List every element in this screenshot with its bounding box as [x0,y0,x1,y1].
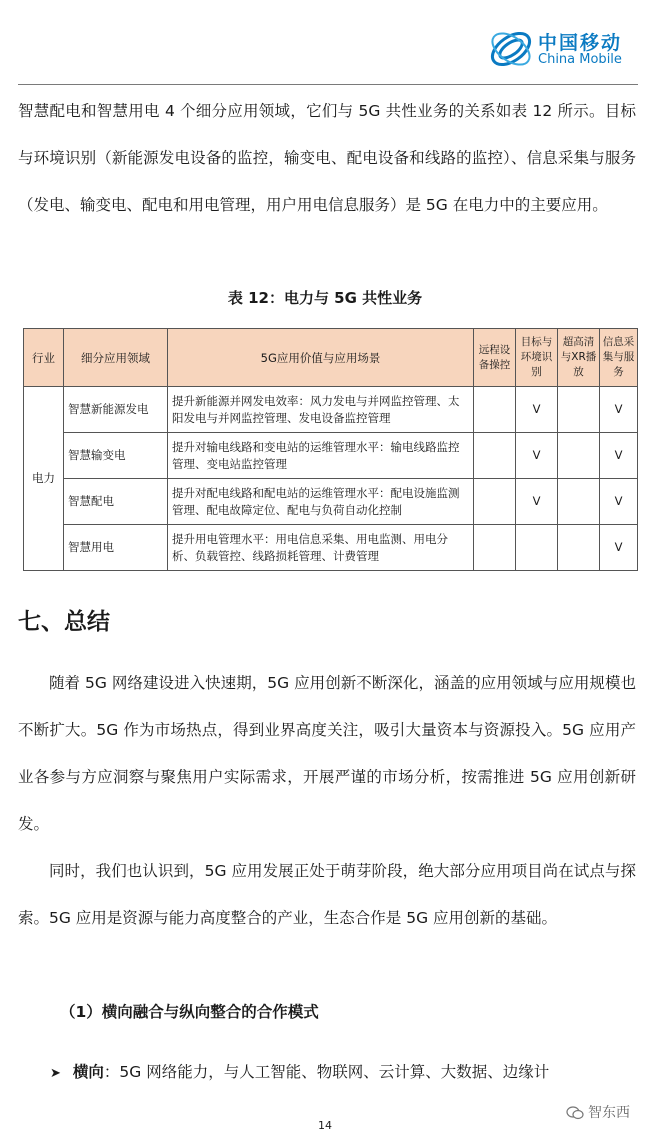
china-mobile-swirl-icon [488,26,534,72]
info-cell: V [600,387,638,433]
value-cell: 提升新能源并网发电效率：风力发电与并网监控管理、太阳发电与并网监控管理、发电设备监控管理 [168,387,474,433]
target-cell: V [516,387,558,433]
xr-cell [558,525,600,571]
table-row [24,387,638,433]
col-header-industry: 行业 [24,329,64,387]
arrow-bullet-icon: ➤ [50,1066,61,1081]
col-header-xr: 超高清与XR播放 [558,329,600,387]
section-heading: 七、总结 [18,609,110,635]
industry-cell: 电力 [24,387,64,571]
info-cell: V [600,433,638,479]
col-header-remote: 远程设备操控 [474,329,516,387]
header-divider [18,84,638,85]
summary-paragraph-1: 随着 5G 网络建设进入快速期，5G 应用创新不断深化，涵盖的应用领域与应用规模也不断扩大。5G 作为市场热点，得到业界高度关注，吸引大量资本与资源投入。5G 应用产业各参与方应洞察与聚焦用户实际需求，开展严谨的市场分析，按需推进 5G 应用创新研发。 [18,674,636,833]
info-cell: V [600,479,638,525]
col-header-info: 信息采集与服务 [600,329,638,387]
remote-cell [474,433,516,479]
table-row [24,525,638,571]
remote-cell [474,479,516,525]
table-title: 表 12：电力与 5G 共性业务 [227,289,423,307]
intro-paragraph: 智慧配电和智慧用电 4 个细分应用领域，它们与 5G 共性业务的关系如表 12 所示。目标与环境识别（新能源发电设备的监控，输变电、配电设备和线路的监控）、信息采集与服务（发电、输变电、配电和用电管理，用户用电信息服务）是 5G 在电力中的主要应用。 [18,102,636,214]
subheading: （1）横向融合与纵向整合的合作模式 [60,1003,319,1021]
wechat-icon [566,1106,584,1120]
bullet-text: ：5G 网络能力，与人工智能、物联网、云计算、大数据、边缘计 [103,1063,550,1081]
page-number: 14 [318,1119,332,1132]
table-header-row [24,329,638,387]
bullet-item [50,1060,549,1082]
xr-cell [558,479,600,525]
table-row [24,433,638,479]
col-header-value: 5G应用价值与应用场景 [168,329,474,387]
xr-cell [558,387,600,433]
logo-chinese-text: 中国移动 [538,32,623,54]
col-header-subfield: 细分应用领域 [64,329,168,387]
logo-english-text: China Mobile [538,52,622,67]
watermark-text: 智东西 [588,1105,630,1121]
page-header [0,0,650,88]
target-cell [516,525,558,571]
subfield-cell: 智慧配电 [64,479,168,525]
table-row [24,479,638,525]
subfield-cell: 智慧输变电 [64,433,168,479]
value-cell: 提升用电管理水平：用电信息采集、用电监测、用电分析、负载管控、线路损耗管理、计费管理 [168,525,474,571]
power-5g-table [23,328,638,571]
subfield-cell: 智慧用电 [64,525,168,571]
remote-cell [474,387,516,433]
bullet-label: 横向 [72,1063,104,1081]
remote-cell [474,525,516,571]
summary-paragraph-2: 同时，我们也认识到，5G 应用发展正处于萌芽阶段，绝大部分应用项目尚在试点与探索。5G 应用是资源与能力高度整合的产业，生态合作是 5G 应用创新的基础。 [18,862,636,927]
target-cell: V [516,433,558,479]
xr-cell [558,433,600,479]
col-header-target: 目标与环境识别 [516,329,558,387]
china-mobile-logo [488,26,638,74]
info-cell: V [600,525,638,571]
subfield-cell: 智慧新能源发电 [64,387,168,433]
value-cell: 提升对配电线路和配电站的运维管理水平：配电设施监测管理、配电故障定位、配电与负荷自动化控制 [168,479,474,525]
target-cell: V [516,479,558,525]
value-cell: 提升对输电线路和变电站的运维管理水平：输电线路监控管理、变电站监控管理 [168,433,474,479]
